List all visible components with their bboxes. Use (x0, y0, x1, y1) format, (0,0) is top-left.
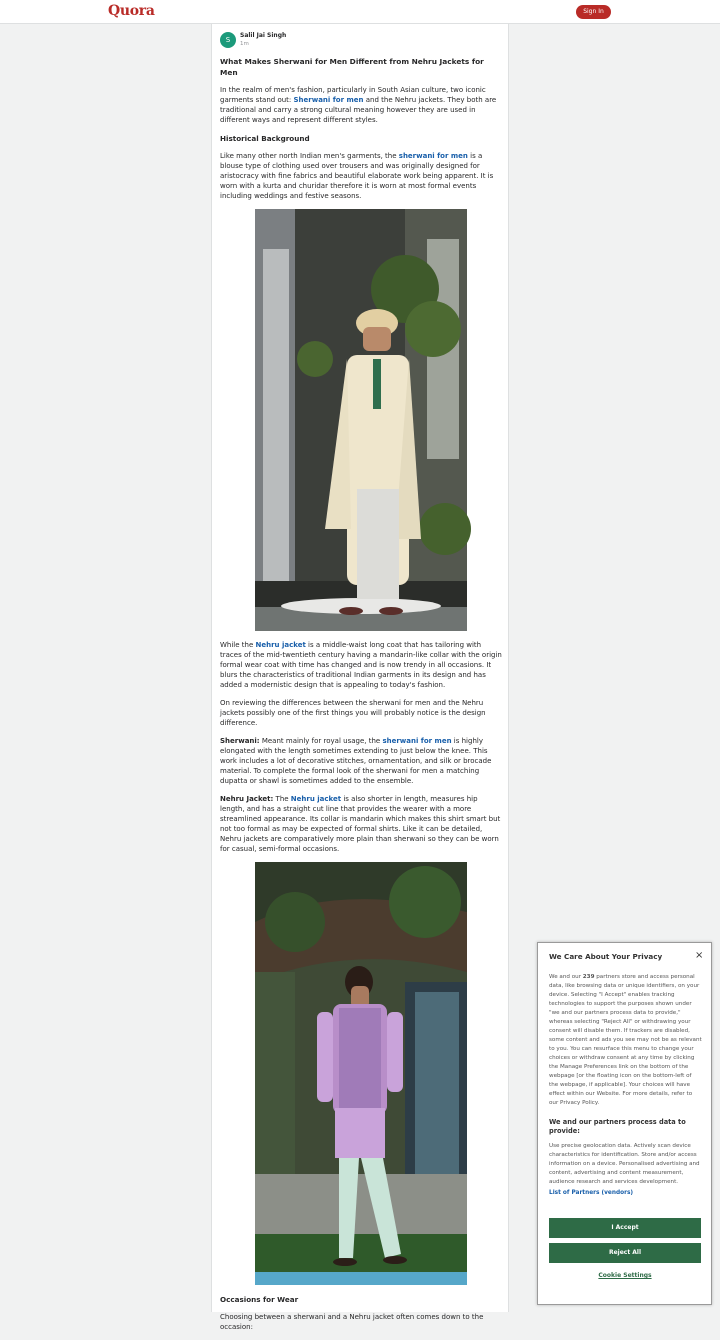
avatar[interactable]: S (220, 32, 236, 48)
difference-paragraph: On reviewing the differences between the sherwani for men and the Nehru jackets possibly one of the first things you will probably notice is the design difference. (220, 699, 486, 727)
accept-button[interactable]: I Accept (549, 1218, 701, 1238)
intro-paragraph (220, 85, 502, 125)
cookie-settings-link[interactable]: Cookie Settings (598, 1272, 652, 1279)
historical-text-pre: Like many other north Indian men's garments, the (220, 152, 399, 160)
nehru-jacket-photo[interactable] (255, 862, 467, 1285)
nehru-jacket-link-2[interactable]: Nehru jacket (290, 795, 342, 803)
consent-body (549, 952, 702, 1198)
consent-text-pre: We and our (549, 974, 583, 980)
nehru-jacket-photo-graphic (255, 862, 467, 1285)
quora-logo[interactable]: Quora (108, 3, 155, 19)
nehru-text-post: is a middle-waist long coat that has tailoring with traces of the mid-twentieth century having a mandarin-like collar with the origin formal wear coat with time has changed and is now trendy in all occasions. It blurs the characteristics of traditional Indian garments in its design and has added a modernistic design that is appealing to today's fashion. (220, 641, 502, 689)
nehru-jacket-link[interactable]: Nehru jacket (255, 641, 306, 649)
sherwani-text-pre: Meant mainly for royal usage, the (259, 737, 383, 745)
nehru-section (220, 794, 502, 854)
occasions-heading: Occasions for Wear (220, 1295, 299, 1304)
nehru-section-text-post: is also shorter in length, measures hip length, and has a straight cut line that provides the wearer with a more streamlined appearance. Its collar is mandarin which makes this shirt smart but not too formal as may be expected of formal shirts. Like it can be detailed, Nehru jackets are comparatively more plain than sherwani so they can be worn for casual, semi-formal occasions. (220, 795, 501, 853)
nehru-section-text-pre: The (273, 795, 291, 803)
intro-text-pre: In the realm of men's fashion, particularly in South Asian culture, two iconic garments stand out: (220, 86, 486, 104)
historical-heading: Historical Background (220, 134, 310, 143)
sherwani-photo-graphic (255, 209, 467, 631)
consent-purposes: Use precise geolocation data. Actively scan device characteristics for identification. Store and/or access information on a device. Personalised advertising and content, advertising and content measurement, audience research and services development. (549, 1143, 700, 1185)
top-bar (0, 0, 720, 24)
occasions-paragraph: Choosing between a sherwani and a Nehru jacket often comes down to the occasion: (220, 1313, 484, 1331)
close-icon[interactable]: × (695, 950, 704, 961)
answer-content (220, 32, 502, 1340)
reject-all-button[interactable]: Reject All (549, 1243, 701, 1263)
historical-text-post: is a blouse type of clothing used over trousers and was originally designed for aristocracy with fine fabrics and beautiful elaborate work being apparent. It is worn with a kurta and churidar therefore it is worn at most formal events including weddings and festive seasons. (220, 152, 494, 200)
consent-text-post: partners store and access personal data, like browsing data or unique identifiers, on your device. Selecting "I Accept" enables tracking technologies to support the purposes shown under "we and our partners process data to provide," whereas selecting "Reject All" or withdrawing your consent will disable them. If trackers are disabled, some content and ads you see may not be as relevant to you. You can resurface this menu to change your choices or withdraw consent at any time by clicking the Manage Preferences link on the bottom of the webpage [or the floating icon on the bottom-left of the webpage, if applicable]. Your choices will have effect within our Website. For more details, refer to our Privacy Policy. (549, 974, 702, 1106)
privacy-consent-dialog (537, 942, 712, 1305)
sherwani-link-2[interactable]: sherwani for men (398, 152, 468, 160)
sherwani-photo[interactable] (255, 209, 467, 631)
post-time[interactable]: 1m (240, 41, 249, 47)
partners-list-link[interactable]: List of Partners (vendors) (549, 1190, 634, 1196)
consent-title: We Care About Your Privacy (549, 952, 663, 961)
consent-text (549, 973, 702, 1108)
sherwani-section (220, 736, 502, 786)
answer-card (211, 24, 509, 1331)
partners-count: 239 (582, 974, 595, 980)
author-row (220, 32, 502, 48)
sign-in-button[interactable]: Sign In (576, 5, 611, 19)
nehru-label: Nehru Jacket: (220, 795, 274, 803)
post-title: What Makes Sherwani for Men Different from Nehru Jackets for Men (220, 57, 484, 77)
historical-paragraph (220, 151, 502, 201)
nehru-text-pre: While the (220, 641, 256, 649)
sherwani-link-3[interactable]: sherwani for men (382, 737, 452, 745)
consent-subheading: We and our partners process data to provide: (549, 1118, 686, 1135)
sherwani-link[interactable]: Sherwani for men (293, 96, 364, 104)
intro-text-post: and the Nehru jackets. They both are traditional and carry a strong cultural meaning however they are used in different ways and represent different styles. (220, 96, 497, 124)
nehru-paragraph (220, 640, 502, 690)
sherwani-label: Sherwani: (220, 737, 260, 745)
sherwani-text-post: is highly elongated with the length sometimes extending to just below the knee. This work includes a lot of decorative stitches, ornamentation, and silk or brocade material. To complete the formal look of the sherwani for men a matching dupatta or shawl is sometimes added to the ensemble. (220, 737, 492, 785)
author-name[interactable]: Salil Jai Singh (240, 32, 287, 39)
